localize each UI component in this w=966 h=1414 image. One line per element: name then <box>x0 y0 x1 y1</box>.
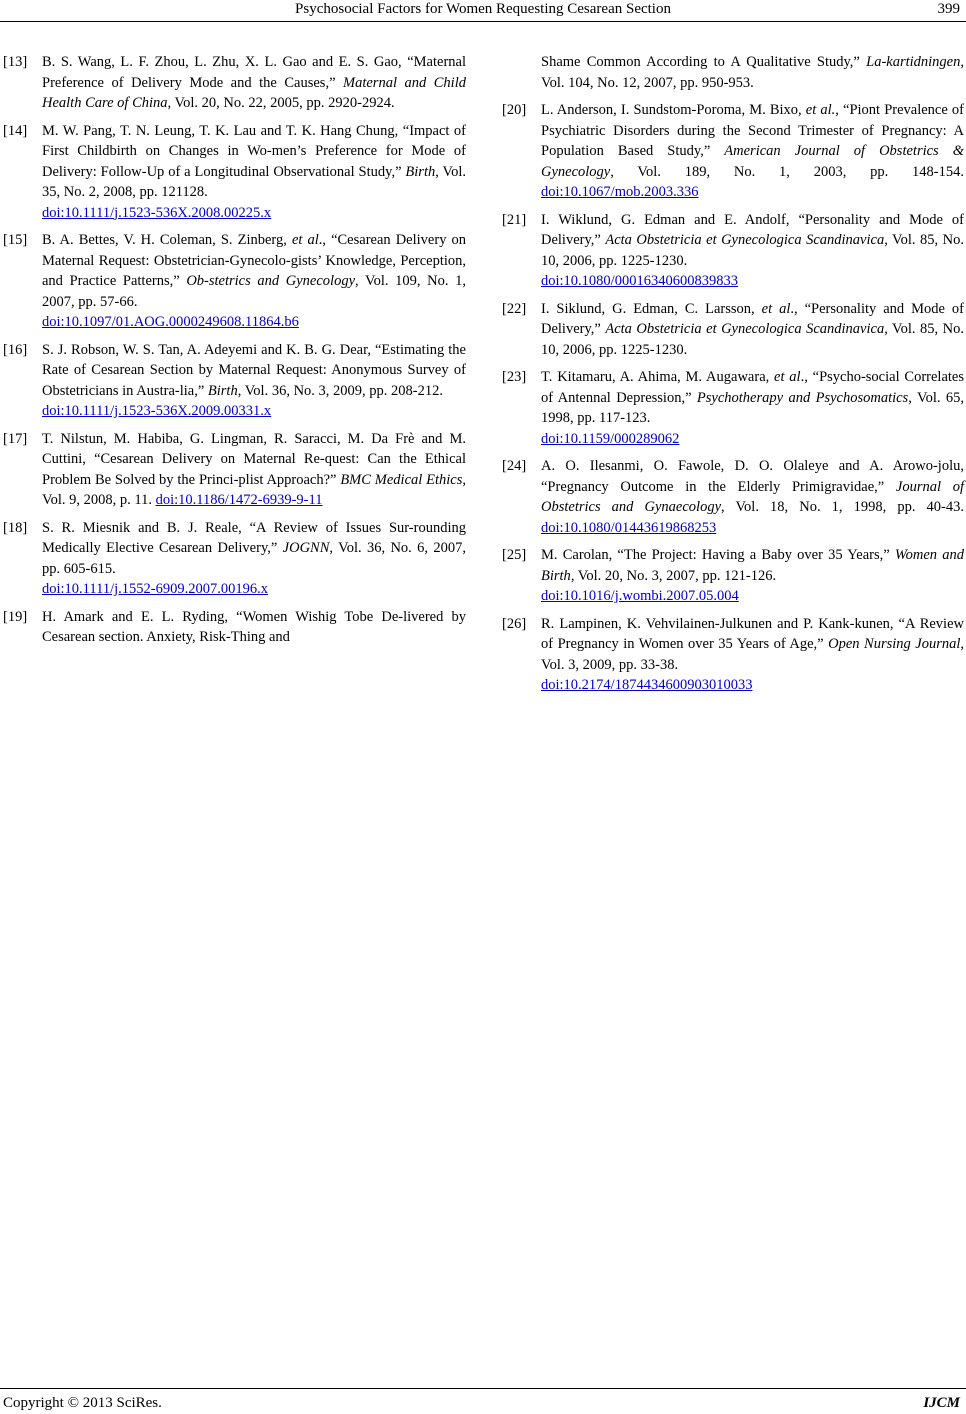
reference-text <box>42 52 466 114</box>
reference-entry <box>3 52 466 114</box>
reference-et-al: et al. <box>805 102 836 118</box>
reference-number: [20] <box>502 102 527 118</box>
doi-link[interactable]: doi:10.1080/01443619868253 <box>541 519 717 536</box>
doi-link[interactable]: doi:10.1067/mob.2003.336 <box>541 184 699 200</box>
reference-number: [15] <box>3 232 28 248</box>
reference-journal: Ob-stetrics and Gynecology <box>186 273 356 289</box>
reference-journal: La-kartidningen <box>866 54 961 70</box>
reference-details: , Vol. 109, No. 1, 2007, pp. 57-66. <box>42 273 467 310</box>
reference-et-al: et al <box>291 232 319 248</box>
reference-entry <box>502 545 964 607</box>
reference-text <box>42 230 466 333</box>
reference-et-al: et al <box>774 369 801 385</box>
reference-journal: Acta Obstetricia et Gynecologica Scandinavica <box>605 321 885 337</box>
reference-entry <box>502 52 964 93</box>
reference-details: , Vol. 3, 2009, pp. 33-38. <box>541 636 964 673</box>
reference-text <box>42 121 466 224</box>
reference-entry <box>3 607 466 648</box>
doi-link[interactable]: doi:10.1159/000289062 <box>541 430 680 447</box>
reference-number: [18] <box>3 519 28 536</box>
reference-details: , Vol. 20, No. 22, 2005, pp. 2920-2924. <box>167 95 395 111</box>
reference-entry <box>502 456 964 538</box>
reference-authors-title: B. S. Wang, L. F. Zhou, L. Zhu, X. L. Gao and E. S. Gao, “Maternal Preference of Delivery Mode and the Causes,” <box>42 54 466 91</box>
reference-authors-title: T. Kitamaru, A. Ahima, M. Augawara, <box>541 369 775 385</box>
reference-entry <box>3 230 466 333</box>
copyright-notice: Copyright © 2013 SciRes. <box>3 1395 162 1411</box>
reference-journal: Maternal and Child Health Care of China <box>42 74 466 111</box>
reference-number: [21] <box>502 211 527 228</box>
reference-entry <box>3 121 466 224</box>
reference-number: [17] <box>3 430 28 447</box>
reference-entry <box>502 367 964 449</box>
reference-journal: American Journal of Obstetrics & Gynecology <box>541 143 964 180</box>
page-header <box>0 0 966 22</box>
reference-authors-title: T. Nilstun, M. Habiba, G. Lingman, R. Saracci, M. Da Frè and M. Cuttini, “Cesarean Delivery on Maternal Re-quest: Can the Ethical Problem Be Solved by the Princi-plist Approach?” <box>42 430 466 488</box>
reference-number: [24] <box>502 458 527 474</box>
reference-authors-title: A. O. Ilesanmi, O. Fawole, D. O. Olaleye and A. Arowo-jolu, “Pregnancy Outcome in the Elderly Primigravidae,” <box>541 458 964 495</box>
reference-entry <box>502 299 964 361</box>
reference-entry <box>502 210 964 292</box>
reference-et-al: et al <box>761 300 791 317</box>
doi-link[interactable]: doi:10.1111/j.1523-536X.2009.00331.x <box>42 403 272 419</box>
reference-text <box>42 340 466 422</box>
reference-number: [13] <box>3 54 28 70</box>
reference-details: , Vol. 9, 2008, p. 11. <box>42 471 466 508</box>
reference-entry <box>3 340 466 422</box>
reference-journal: BMC Medical Ethics <box>340 471 463 488</box>
page-number: 399 <box>937 1 960 17</box>
reference-entry <box>502 614 964 696</box>
reference-text <box>541 100 964 203</box>
reference-journal: Open Nursing Journal <box>828 636 961 652</box>
reference-text <box>42 518 466 600</box>
reference-number: [25] <box>502 547 527 563</box>
reference-details: , Vol. 189, No. 1, 2003, pp. 148-154. <box>610 163 964 180</box>
doi-link[interactable]: doi:10.1097/01.AOG.0000249608.11864.b6 <box>42 314 299 330</box>
reference-authors-title: M. Carolan, “The Project: Having a Baby over 35 Years,” <box>541 547 895 563</box>
reference-authors-title: I. Wiklund, G. Edman and E. Andolf, “Personality and Mode of Delivery,” <box>541 211 964 248</box>
reference-text <box>541 367 964 449</box>
reference-text <box>541 545 964 607</box>
reference-journal: Women and Birth <box>541 547 964 584</box>
reference-details: , Vol. 65, 1998, pp. 117-123. <box>541 389 964 426</box>
doi-link[interactable]: doi:10.1111/j.1523-536X.2008.00225.x <box>42 204 272 221</box>
doi-link[interactable]: doi:10.1186/1472-6939-9-11 <box>155 492 323 508</box>
reference-journal: Psychotherapy and Psychosomatics <box>696 389 909 406</box>
reference-text <box>541 52 964 93</box>
reference-text <box>541 456 964 538</box>
reference-title: ., “Cesarean Delivery on Maternal Request: Obstetrician-Gynecolo-gists’ Knowledge, Perception, and Practice Patterns,” <box>42 232 466 289</box>
doi-link[interactable]: doi:10.1016/j.wombi.2007.05.004 <box>541 588 739 604</box>
running-title: Psychosocial Factors for Women Requesting Cesarean Section <box>295 1 671 17</box>
reference-title: ., “Psycho-social Correlates of Antennal Depression,” <box>541 369 964 406</box>
reference-details: , Vol. 85, No. 10, 2006, pp. 1225-1230. <box>541 321 964 358</box>
reference-number: [22] <box>502 300 527 317</box>
header-divider <box>0 21 966 22</box>
reference-number: [16] <box>3 341 28 358</box>
reference-entry <box>502 100 964 203</box>
reference-details: , Vol. 35, No. 2, 2008, pp. 121128. <box>42 163 467 200</box>
reference-authors-title: S. J. Robson, W. S. Tan, A. Adeyemi and K. B. G. Dear, “Estimating the Rate of Cesarean Section by Maternal Request: Anonymous Survey of Obstetricians in Austra-lia,” <box>42 341 466 399</box>
reference-title: ., “Personality and Mode of Delivery,” <box>541 300 965 337</box>
reference-authors-title: S. R. Miesnik and B. J. Reale, “A Review of Issues Sur-rounding Medically Elective Cesarean Delivery,” <box>42 519 466 556</box>
reference-authors-title: L. Anderson, I. Sundstom-Poroma, M. Bixo, <box>541 102 806 118</box>
reference-journal: Journal of Obstetrics and Gynaecology <box>541 478 964 515</box>
reference-details: , Vol. 18, No. 1, 1998, pp. 40-43. <box>721 499 964 515</box>
reference-authors-title: Shame Common According to A Qualitative Study,” <box>541 54 867 70</box>
footer-divider <box>0 1388 966 1389</box>
reference-number: [14] <box>3 122 28 139</box>
reference-number: [26] <box>502 615 527 632</box>
reference-authors-title: I. Siklund, G. Edman, C. Larsson, <box>541 300 762 317</box>
journal-abbreviation: IJCM <box>923 1395 960 1411</box>
reference-details: , Vol. 36, No. 3, 2009, pp. 208-212. <box>237 382 444 399</box>
reference-journal: Acta Obstetricia et Gynecologica Scandinavica <box>605 232 885 248</box>
reference-title: , “Piont Prevalence of Psychiatric Disorders during the Second Trimester of Pregnancy: A Population Based Study,” <box>541 102 964 159</box>
reference-authors-title: H. Amark and E. L. Ryding, “Women Wishig Tobe De-livered by Cesarean section. Anxiety, Risk-Thing and <box>42 608 466 645</box>
reference-entry <box>3 518 466 600</box>
doi-link[interactable]: doi:10.1111/j.1552-6909.2007.00196.x <box>42 581 268 597</box>
reference-number: [23] <box>502 369 527 385</box>
reference-details: , Vol. 36, No. 6, 2007, pp. 605-615. <box>42 540 466 577</box>
reference-text <box>541 210 964 292</box>
reference-journal: JOGNN <box>282 540 330 556</box>
reference-text <box>42 429 466 511</box>
reference-authors-title: B. A. Bettes, V. H. Coleman, S. Zinberg, <box>42 232 292 248</box>
page-footer <box>0 1388 966 1414</box>
reference-journal: Birth <box>207 382 238 399</box>
reference-details: , Vol. 20, No. 3, 2007, pp. 121-126. <box>570 567 777 584</box>
reference-journal: Birth <box>405 163 436 180</box>
doi-link[interactable]: doi:10.2174/1874434600903010033 <box>541 677 753 693</box>
reference-authors-title: R. Lampinen, K. Vehvilainen-Julkunen and P. Kank-kunen, “A Review of Pregnancy in Women over 35 Years of Age,” <box>541 615 964 652</box>
reference-details: , Vol. 104, No. 12, 2007, pp. 950-953. <box>541 54 964 91</box>
reference-entry <box>3 429 466 511</box>
reference-authors-title: M. W. Pang, T. N. Leung, T. K. Lau and T. K. Hang Chung, “Impact of First Childbirth on Changes in Wo-men’s Preference for Mode of Delivery: Follow-Up of a Longitudinal Observational Study,” <box>42 122 466 180</box>
reference-text <box>541 299 964 361</box>
references-left-column <box>3 52 466 655</box>
reference-text <box>42 607 466 648</box>
references-right-column <box>502 52 964 703</box>
doi-link[interactable]: doi:10.1080/00016340600839833 <box>541 273 738 289</box>
reference-number: [19] <box>3 608 28 625</box>
reference-details: , Vol. 85, No. 10, 2006, pp. 1225-1230. <box>541 232 964 269</box>
reference-text <box>541 614 964 696</box>
